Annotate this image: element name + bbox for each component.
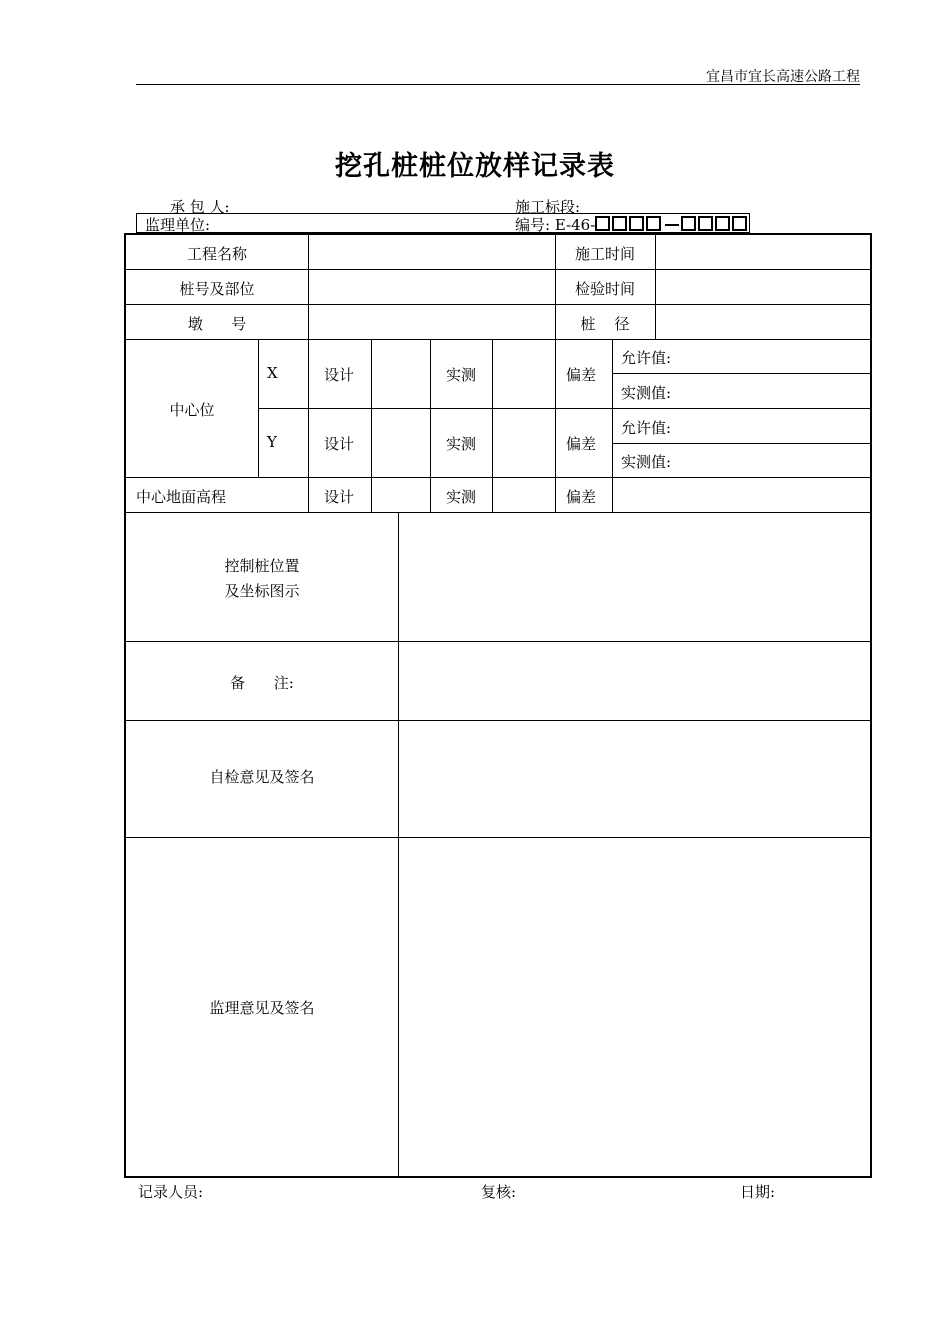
form-code-label: 编号: E-46- (515, 216, 596, 234)
col-divider (430, 339, 431, 512)
col-divider (308, 235, 309, 339)
inspection-time-label: 检验时间 (574, 280, 636, 298)
x-measured-value-label: 实测值: (621, 384, 672, 402)
row-divider (126, 269, 870, 270)
center-position-label: 中心位 (169, 401, 215, 419)
review-label: 复核: (481, 1183, 517, 1201)
elevation-measured-label: 实测 (445, 488, 477, 506)
page-title: 挖孔桩桩位放样记录表 (335, 151, 615, 182)
code-box-icon (629, 216, 644, 231)
x-design-label: 设计 (323, 366, 355, 384)
record-table (124, 233, 872, 1178)
supervisor-opinion-label: 监理意见及签名 (209, 999, 315, 1017)
row-divider (612, 373, 870, 374)
row-divider (126, 339, 870, 340)
pile-diameter-label: 桩 径 (580, 315, 630, 333)
x-deviation-label: 偏差 (565, 366, 597, 384)
row-divider (126, 512, 870, 513)
code-box-icon (715, 216, 730, 231)
center-ground-elevation-label: 中心地面高程 (136, 488, 227, 506)
row-divider (126, 477, 870, 478)
row-divider (126, 837, 870, 838)
date-label: 日期: (740, 1183, 776, 1201)
header-project-name: 宜昌市宜长高速公路工程 (706, 69, 860, 85)
contractor-label: 承 包 人: (170, 198, 230, 216)
row-divider (612, 443, 870, 444)
recorder-label: 记录人员: (138, 1183, 204, 1201)
row-divider (258, 408, 870, 409)
code-box-icon (732, 216, 747, 231)
code-dash-icon (665, 224, 679, 226)
y-measured-label: 实测 (445, 435, 477, 453)
row-divider (126, 720, 870, 721)
control-pile-label-line2: 及坐标图示 (224, 582, 300, 600)
y-axis-label: Y (267, 433, 277, 451)
elevation-design-label: 设计 (323, 488, 355, 506)
y-deviation-label: 偏差 (565, 435, 597, 453)
code-box-icon (612, 216, 627, 231)
elevation-deviation-label: 偏差 (565, 488, 597, 506)
row-divider (126, 641, 870, 642)
code-box-icon (646, 216, 661, 231)
x-allowed-value-label: 允许值: (621, 349, 672, 367)
pier-no-label: 墩 号 (187, 315, 247, 333)
x-axis-label: X (267, 364, 278, 382)
pile-no-position-label: 桩号及部位 (179, 280, 255, 298)
col-divider (655, 235, 656, 339)
y-allowed-value-label: 允许值: (621, 419, 672, 437)
row-divider (126, 304, 870, 305)
supervisor-label: 监理单位: (145, 216, 211, 234)
y-measured-value-label: 实测值: (621, 453, 672, 471)
code-box-icon (595, 216, 610, 231)
section-label: 施工标段: (515, 198, 581, 216)
self-check-label: 自检意见及签名 (209, 768, 315, 786)
remarks-label: 备 注: (230, 674, 294, 692)
col-divider (308, 339, 309, 512)
col-divider (258, 339, 259, 477)
construction-time-label: 施工时间 (574, 245, 636, 263)
header-rule (136, 84, 860, 85)
project-name-label: 工程名称 (186, 245, 248, 263)
code-box-icon (681, 216, 696, 231)
col-divider (612, 339, 613, 512)
y-design-label: 设计 (323, 435, 355, 453)
col-divider (398, 512, 399, 1176)
col-divider (492, 339, 493, 512)
x-measured-label: 实测 (445, 366, 477, 384)
form-code (515, 214, 749, 235)
code-box-icon (698, 216, 713, 231)
control-pile-label-line1: 控制桩位置 (224, 557, 300, 575)
col-divider (555, 339, 556, 512)
col-divider (555, 235, 556, 339)
col-divider (371, 339, 372, 512)
